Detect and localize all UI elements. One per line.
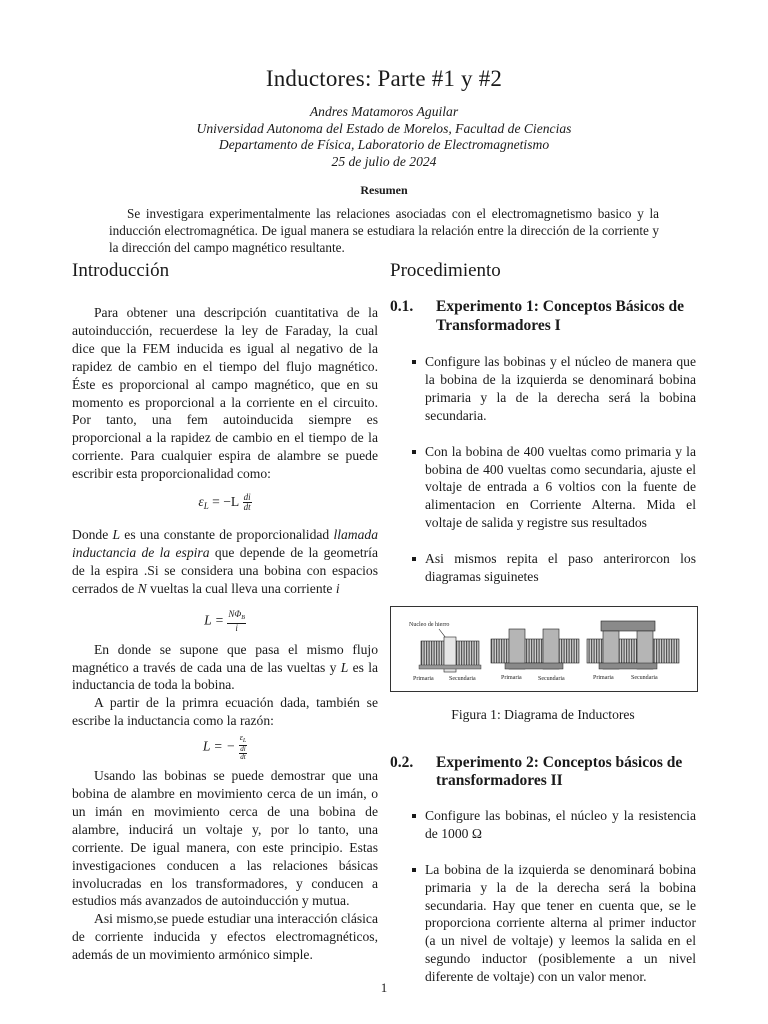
eq1-mid: = −L xyxy=(208,494,240,510)
diagram-u-core xyxy=(491,629,579,669)
section-heading-procedimiento: Procedimiento xyxy=(390,260,501,281)
eq3-lhs: L = − xyxy=(202,738,236,754)
bullet-icon xyxy=(412,868,416,872)
intro-paragraph-6: Asi mismo,se puede estudiar una interacción clásica de corriente inducida y efectos electromagnéticos, además de un movimiento armónico simple. xyxy=(72,911,378,963)
equation-inductance-flux xyxy=(72,610,378,633)
eq3-den-denominator: dt xyxy=(240,753,246,762)
author: Andres Matamoros Aguilar xyxy=(309,104,459,119)
subsection-heading-exp1 xyxy=(390,298,696,335)
diagram-closed-core xyxy=(587,621,679,669)
section-heading-introduccion: Introducción xyxy=(72,260,170,281)
list-item-text: Configure las bobinas, el núcleo y la resistencia de 1000 Ω xyxy=(425,807,696,841)
label-secondary-3: Secundaria xyxy=(631,674,658,681)
subsection-number-exp2: 0.2. xyxy=(390,753,414,771)
date: 25 de julio de 2024 xyxy=(331,154,437,169)
equation-inductance-ratio xyxy=(72,734,378,761)
figure-inductors xyxy=(390,606,696,724)
eq2-denominator: i xyxy=(235,622,238,633)
eq2-num-text: NΦ xyxy=(228,608,242,619)
intro-paragraph-4: A partir de la primra ecuación dada, también se escribe la inductancia como la razón: xyxy=(72,695,378,729)
right-column xyxy=(390,258,696,998)
p2-text-d: vueltas la cual lleva una corriente xyxy=(146,580,336,596)
intro-paragraph-5: Usando las bobinas se puede demostrar que una bobina de alambre en movimiento cerca de un imán, o un imán en movimiento cerca de una bobina de alambre, inducirá un voltaje y, por lo tanto, una corriente. De igual manera, con este principio. Estas investigaciones conducen a las relaciones básicas involucradas en los transformadores, y conducen a estudios más avanzados de autoinducción y mutua. xyxy=(72,768,378,909)
eq1-denominator: dt xyxy=(243,502,251,513)
eq2-fraction xyxy=(227,610,246,633)
p2-text-a: Donde xyxy=(72,526,113,542)
label-primary-3: Primaria xyxy=(593,674,614,681)
affiliation-department: Departamento de Física, Laboratorio de Electromagnetismo xyxy=(218,137,550,152)
abstract-heading: Resumen xyxy=(360,183,408,197)
subsection-heading-exp2 xyxy=(390,754,696,791)
eq3-den-numerator: di xyxy=(240,745,246,754)
list-item xyxy=(425,353,696,425)
p2-text-b: es una constante de proporcionalidad xyxy=(120,526,334,542)
intro-paragraph-3 xyxy=(72,641,378,695)
bullet-icon xyxy=(412,360,416,364)
p3-text-b: es la inductancia de toda la bobina. xyxy=(72,659,378,693)
eq3-num-sub: L xyxy=(242,738,247,745)
p3-text-a: En donde se supone que pasa el mismo flujo magnético a través de cada una de las vueltas y xyxy=(72,641,378,675)
figure-frame xyxy=(390,606,698,692)
p2-symbol-n: N xyxy=(137,580,147,596)
eq2-numerator xyxy=(227,610,246,624)
p2-symbol-i: i xyxy=(335,580,340,596)
label-secondary-1: Secundaria xyxy=(449,675,476,682)
list-item-text: Con la bobina de 400 vueltas como primaria y la bobina de 400 vueltas como secundaria, ajuste el voltaje de entrada a 6 voltios con la fuente de alimentacion en Corriente Alterna. Mida el voltaje de salida y registre sus resultados xyxy=(425,443,696,531)
p2-symbol-l: L xyxy=(112,526,121,542)
transformer-diagram xyxy=(391,607,697,691)
eq3-num-text: ε xyxy=(239,733,243,743)
list-item-text: Asi mismos repita el paso anterirorcon los diagramas siguinetes xyxy=(425,551,696,585)
exp2-steps-list xyxy=(390,807,696,986)
eq2-num-sub: B xyxy=(241,614,245,621)
subsection-title-exp1: Experimento 1: Conceptos Básicos de Transformadores I xyxy=(436,298,684,334)
list-item-text: La bobina de la izquierda se denominará bobina primaria y la de la derecha será la bobina secundaria. Hay que tener en cuenta que, se le proporciona corriente alterna al primer inductor (a un nivel de voltaje) y leemos la salida en el segundo inductor (posiblemente a un nivel diferente de voltaje) con un valor menor. xyxy=(425,861,696,985)
eq1-numerator: di xyxy=(243,492,251,503)
intro-paragraph-1: Para obtener una descripción cuantitativa de la autoinducción, recuerdese la ley de Faraday, la cual dice que la FEM inducida es igual al negativo de la rapidez de cambio en el tiempo del flujo magnético. Éste es proporcional al campo magnético, que en su momento es proporcional a la corriente en el circuito. Por tanto, una fem autoinducida siempre es proporcional a la rapidez de cambio en el tiempo de la corriente. Para cualquier espira de alambre se puede escribir esta proporcionalidad como: xyxy=(72,305,378,482)
list-item xyxy=(425,443,696,533)
left-column xyxy=(72,258,378,964)
subsection-number-exp1: 0.1. xyxy=(390,298,414,315)
exp1-steps-list xyxy=(390,353,696,586)
eq3-fraction xyxy=(239,734,248,761)
eq1-lhs: ε xyxy=(198,494,204,510)
bullet-icon xyxy=(412,557,416,561)
page-number: 1 xyxy=(380,980,388,995)
diagram-separate-coils xyxy=(419,629,481,672)
list-item xyxy=(425,550,696,586)
list-item-text: Configure las bobinas y el núcleo de manera que la bobina de la izquierda se denominará bobina primaria y la de la derecha será la bobina secundaria. xyxy=(425,354,696,423)
eq2-lhs: L = xyxy=(204,612,228,628)
equation-self-induced-emf xyxy=(72,493,378,516)
p2-text-c: que depende de la geometría de la espira .Si se considera una bobina con espacios cerrados de xyxy=(72,544,378,596)
abstract-text: Se investigara experimentalmente las relaciones asociadas con el electromagnetismo basico y la inducción electromagnética. De igual manera se estudiara la relación entre la dirección de la corriente y la dirección del campo magnético resultante. xyxy=(109,206,659,255)
paper-title: Inductores: Parte #1 y #2 xyxy=(265,66,503,91)
eq1-lhs-sub: L xyxy=(203,501,209,512)
label-iron-core: Nucleo de hierro xyxy=(409,621,450,628)
intro-paragraph-2 xyxy=(72,526,378,598)
bullet-icon xyxy=(412,450,416,454)
affiliation-university: Universidad Autonoma del Estado de Morelos, Facultad de Ciencias xyxy=(196,121,572,136)
label-secondary-2: Secundaria xyxy=(538,675,565,682)
figure-caption: Figura 1: Diagrama de Inductores xyxy=(451,706,635,722)
label-primary-1: Primaria xyxy=(413,675,434,682)
label-primary-2: Primaria xyxy=(501,674,522,681)
eq1-fraction xyxy=(243,493,252,512)
list-item xyxy=(425,807,696,843)
bullet-icon xyxy=(412,814,416,818)
list-item xyxy=(425,861,696,986)
subsection-title-exp2: Experimento 2: Conceptos básicos de transformadores II xyxy=(436,753,683,790)
p2-emphasis: llamada inductancia de la espira xyxy=(72,526,378,560)
p3-symbol-l: L xyxy=(340,659,349,675)
